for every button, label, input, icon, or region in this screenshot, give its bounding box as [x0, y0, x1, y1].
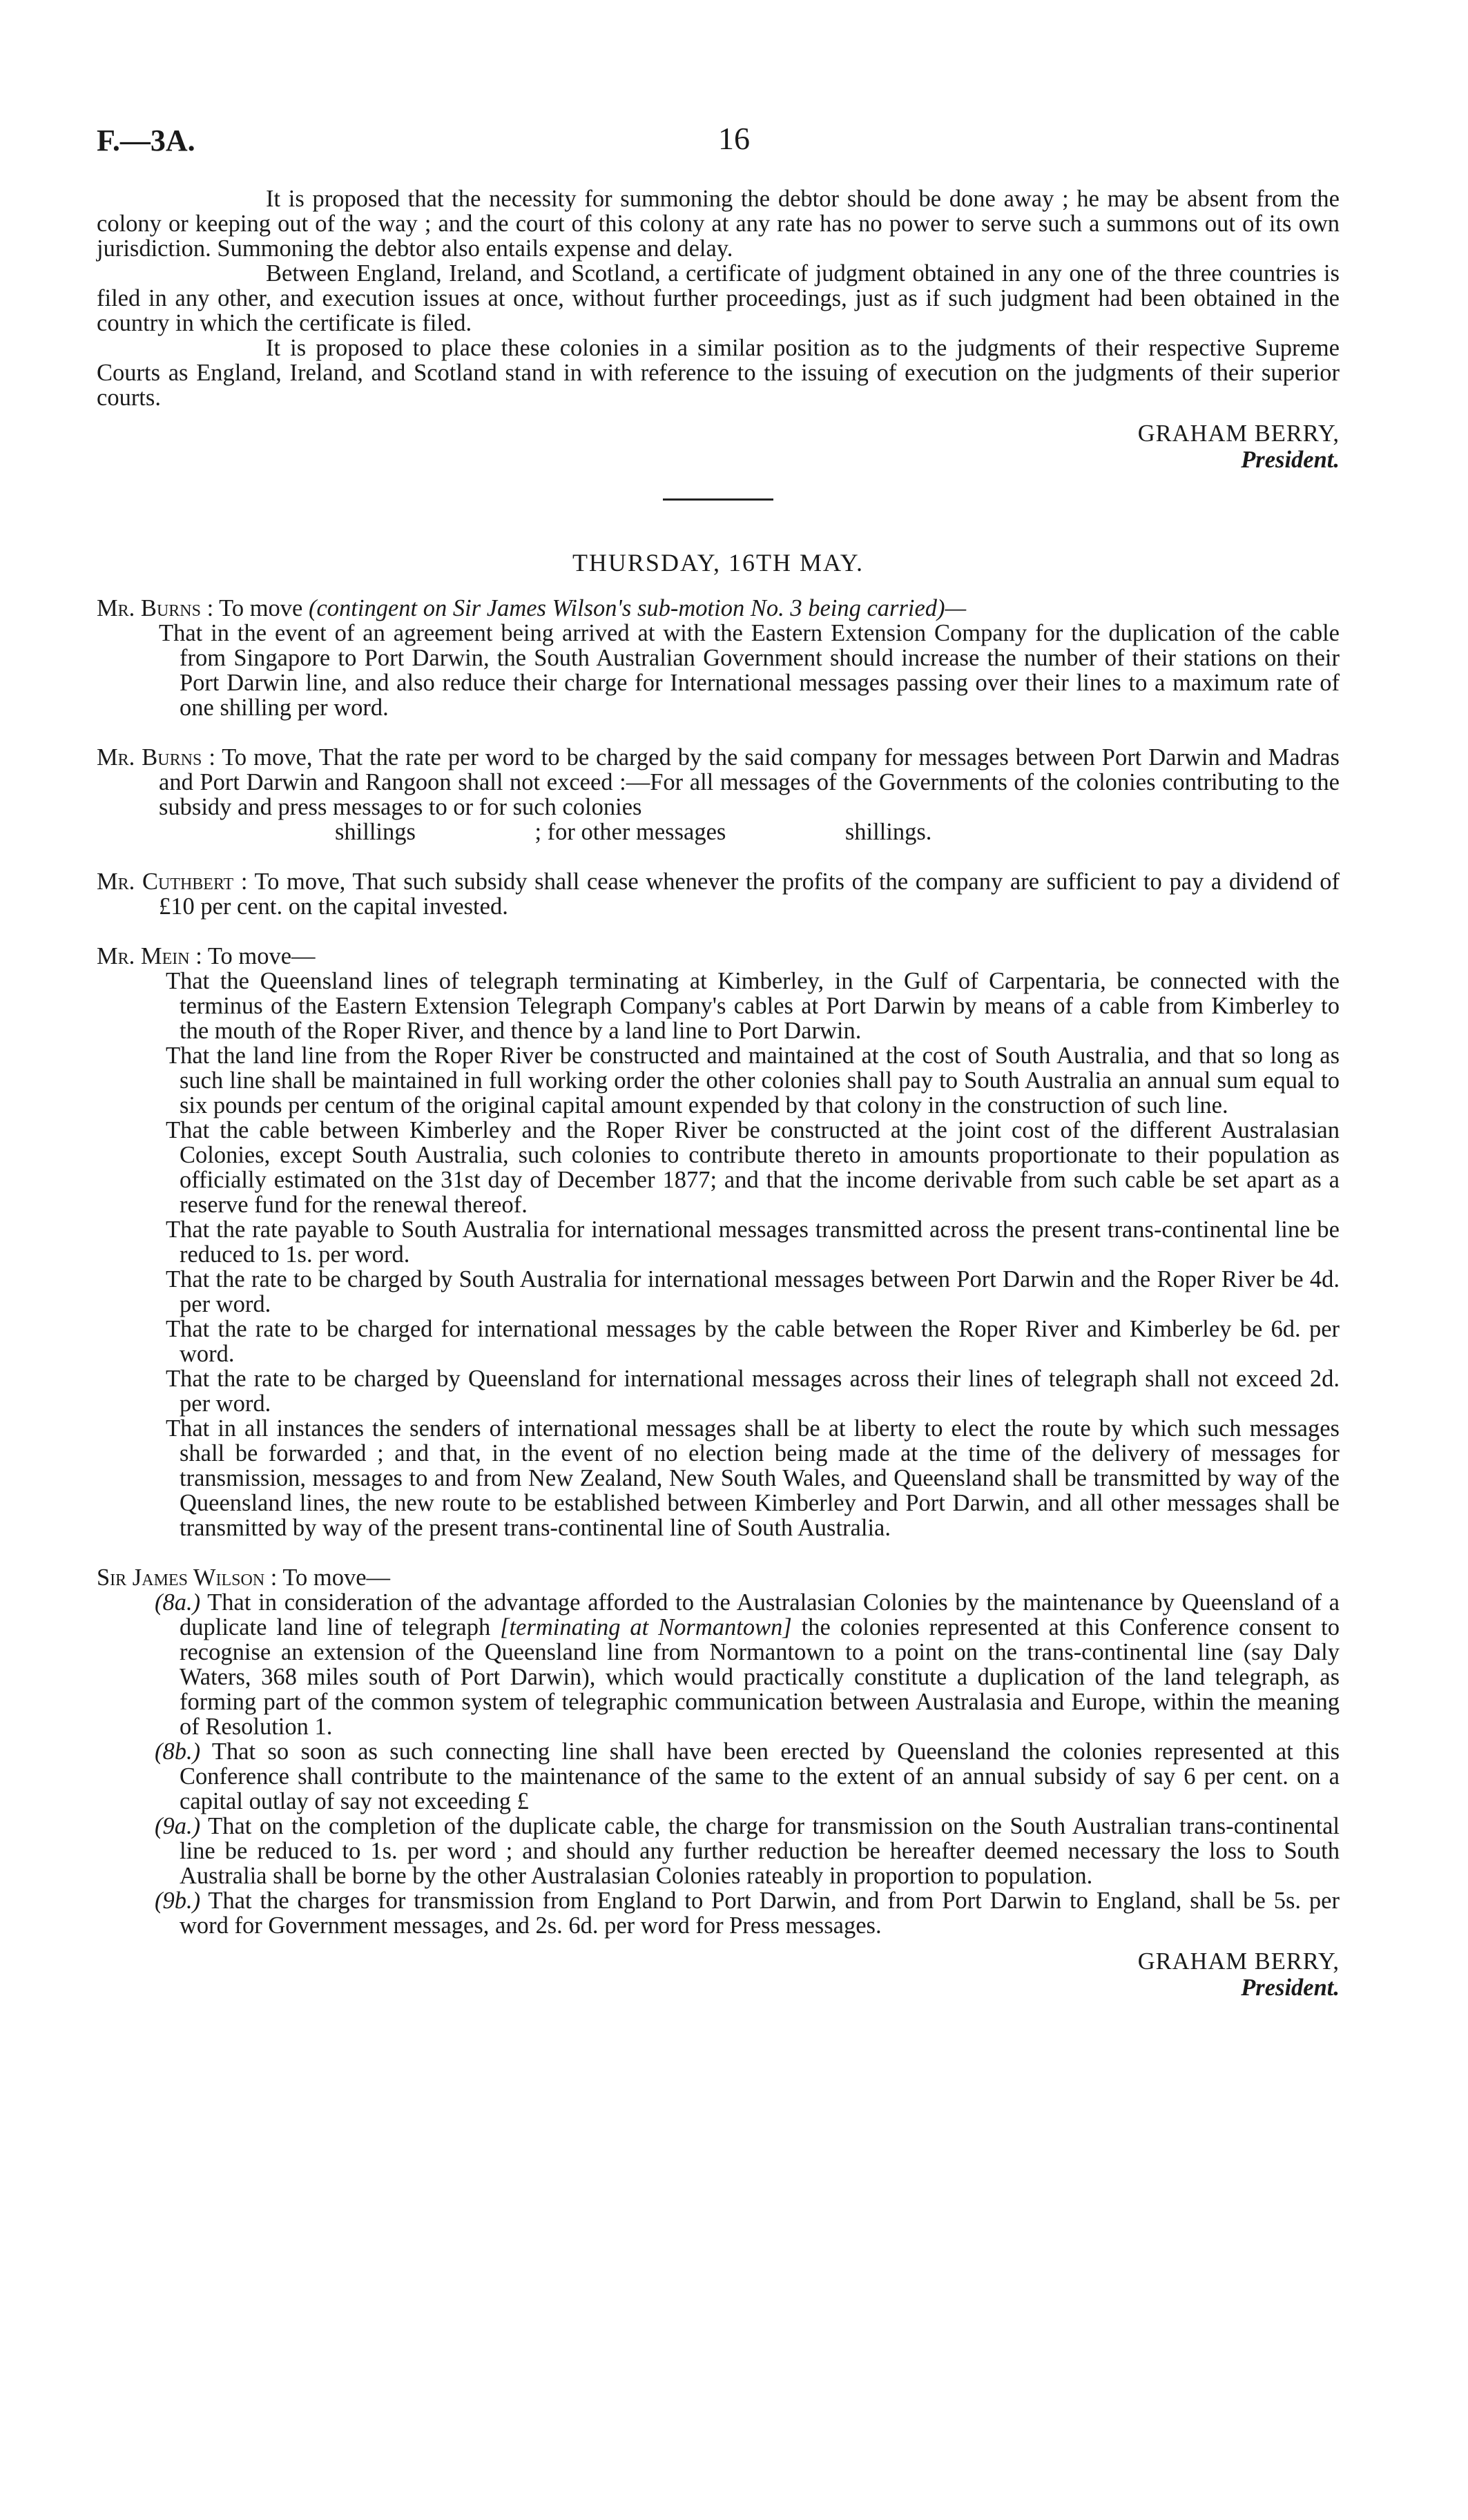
resolution: That the rate to be charged by South Australia for international messages between Port Darwin and the Roper River be 4d. per word.: [166, 1266, 1340, 1317]
signature-title: President.: [1241, 1975, 1340, 2001]
intro-paragraph: It is proposed to place these colonies in a similar position as to the judgments of their respective Supreme Courts as England, Ireland, and Scotland stand in with reference to the issuing of execution on the judgments of their superior courts.: [97, 335, 1340, 411]
sub-motion-text: That in consideration of the advantage afforded to the Australasian Colonies by the maintenance by Queensland of a duplicate land line of telegraph: [180, 1589, 1340, 1640]
document-code: F.—3A.: [97, 124, 195, 157]
date-heading: THURSDAY, 16TH MAY.: [572, 549, 865, 576]
signature-name: GRAHAM BERRY,: [1137, 1948, 1340, 1975]
resolution: That the Queensland lines of telegraph terminating at Kimberley, in the Gulf of Carpentaria, be connected with the terminus of the Eastern Extension Telegraph Company's cables at Port Darwin by means of a cable from Kimberley to the mouth of the Roper River, and thence by a land line to Port Darwin.: [166, 968, 1340, 1044]
sub-motion-text: That so soon as such connecting line shall have been erected by Queensland the colonies represented at this Conference shall contribute to the maintenance of the same to the extent of an annual subsidy of say 6 per cent. on a capital outlay of say not exceeding £: [180, 1738, 1340, 1814]
signature-name: GRAHAM BERRY,: [1137, 420, 1340, 447]
sub-motion-number: (9b.): [155, 1888, 201, 1914]
page-content: [97, 186, 1340, 2000]
motion-wilson: [97, 1565, 1340, 1938]
motion-cuthbert: [97, 869, 1340, 919]
sub-motion-text: That the charges for transmission from England to Port Darwin, and from Port Darwin to England, shall be 5s. per word for Government messages, and 2s. 6d. per word for Press messages.: [180, 1888, 1340, 1939]
speaker-name: Mr. Burns: [97, 595, 201, 621]
motion-burns-1: [97, 596, 1340, 720]
speaker-name: Sir James Wilson: [97, 1564, 265, 1591]
motion-condition: (contingent on Sir James Wilson's sub-motion No. 3 being carried)—: [309, 595, 967, 621]
motion-text: : To move, That such subsidy shall cease whenever the profits of the company are sufficient to pay a dividend of £10 per cent. on the capital invested.: [159, 869, 1340, 920]
motion-lead: : To move—: [264, 1564, 391, 1591]
motion-body: [97, 869, 1340, 919]
motion-text: : To move, That the rate per word to be charged by the said company for messages between Port Darwin and Madras and Port Darwin and Rangoon shall not exceed :—For all messages of the Governments of the colonies contributing to the subsidy and press messages to or for such colonies: [159, 744, 1340, 820]
sub-motion-8a: [97, 1590, 1340, 1739]
motion-burns-2: [97, 745, 1340, 844]
sub-motion-9b: [97, 1888, 1340, 1938]
sub-motion-emphasis: [terminating at Normantown]: [500, 1614, 792, 1640]
motion-header: [97, 944, 1340, 969]
resolution: That the rate to be charged by Queensland for international messages across their lines of telegraph shall not exceed 2d. per word.: [166, 1366, 1340, 1417]
motion-blank-line: shillings ; for other messages shillings.: [335, 819, 932, 845]
page-number: 16: [718, 121, 750, 156]
intro-paragraph: Between England, Ireland, and Scotland, a certificate of judgment obtained in any one of the three countries is filed in any other, and execution issues at once, without further proceedings, just as if such judgment had been obtained in the country in which the certificate is filed.: [97, 260, 1340, 336]
sub-motion-number: (8b.): [155, 1738, 201, 1765]
sub-motion-9a: [97, 1814, 1340, 1888]
sub-motion-number: (8a.): [155, 1589, 201, 1616]
motion-body: [97, 745, 1340, 820]
speaker-name: Mr. Mein: [97, 943, 190, 969]
speaker-name: Mr. Burns: [97, 744, 202, 770]
resolution: That in all instances the senders of international messages shall be at liberty to elect the route by which such messages shall be forwarded ; and that, in the event of no election being made at the time of the delivery of messages for transmission, messages to and from New Zealand, New South Wales, and Queensland shall be transmitted by way of the Queensland lines, the new route to be established between Kimberley and Port Darwin, and all other messages shall be transmitted by way of the present trans-continental line of South Australia.: [166, 1415, 1340, 1541]
motion-header: [97, 1565, 1340, 1590]
sub-motion-8b: [97, 1739, 1340, 1814]
resolution: That the land line from the Roper River be constructed and maintained at the cost of South Australia, and that so long as such line shall be maintained in full working order the other colonies shall pay to South Australia an annual sum equal to six pounds per centum of the original capital amount expended by that colony in the construction of such line.: [166, 1043, 1340, 1118]
sub-motion-number: (9a.): [155, 1813, 201, 1839]
motion-lead: : To move: [200, 595, 309, 621]
sub-motion-text: the colonies represented at this Conference consent to recognise an extension of the Queensland line from Normantown to a point on the trans-continental line (say Daly Waters, 368 miles south of Port Darwin), which would practically constitute a duplication of the land telegraph, as forming part of the common system of telegraphic communication between Australasia and Europe, within the meaning of Resolution 1.: [180, 1614, 1340, 1740]
section-divider: [663, 498, 773, 501]
intro-paragraph: It is proposed that the necessity for summoning the debtor should be done away ; he may be absent from the colony or keeping out of the way ; and the court of this colony at any rate has no power to serve such a summons out of its own jurisdiction. Summoning the debtor also entails expense and delay.: [97, 186, 1340, 262]
resolution: That the rate to be charged for international messages by the cable between the Roper River and Kimberley be 6d. per word.: [166, 1316, 1340, 1367]
motion-body: That in the event of an agreement being arrived at with the Eastern Extension Company for the duplication of the cable from Singapore to Port Darwin, the South Australian Government should increase the number of their stations on their Port Darwin line, and also reduce their charge for International messages passing over their lines to a maximum rate of one shilling per word.: [159, 620, 1340, 721]
motion-header: [97, 596, 1340, 621]
resolution: That the cable between Kimberley and the Roper River be constructed at the joint cost of the different Australasian Colonies, except South Australia, such colonies to contribute thereto in amounts proportionate to their population as officially estimated on the 31st day of December 1877; and that the income derivable from such cable be set apart as a reserve fund for the renewal thereof.: [166, 1117, 1340, 1218]
motion-lead: : To move—: [189, 943, 316, 969]
motion-mein: [97, 944, 1340, 1540]
speaker-name: Mr. Cuthbert: [97, 869, 234, 895]
sub-motion-text: That on the completion of the duplicate cable, the charge for transmission on the South Australian trans-continental line be reduced to 1s. per word ; and should any further reduction be hereafter deemed necessary the loss to South Australia shall be borne by the other Australasian Colonies rateably in proportion to population.: [180, 1813, 1340, 1889]
resolution: That the rate payable to South Australia for international messages transmitted across the present trans-continental line be reduced to 1s. per word.: [166, 1217, 1340, 1268]
signature-title: President.: [1241, 447, 1340, 473]
